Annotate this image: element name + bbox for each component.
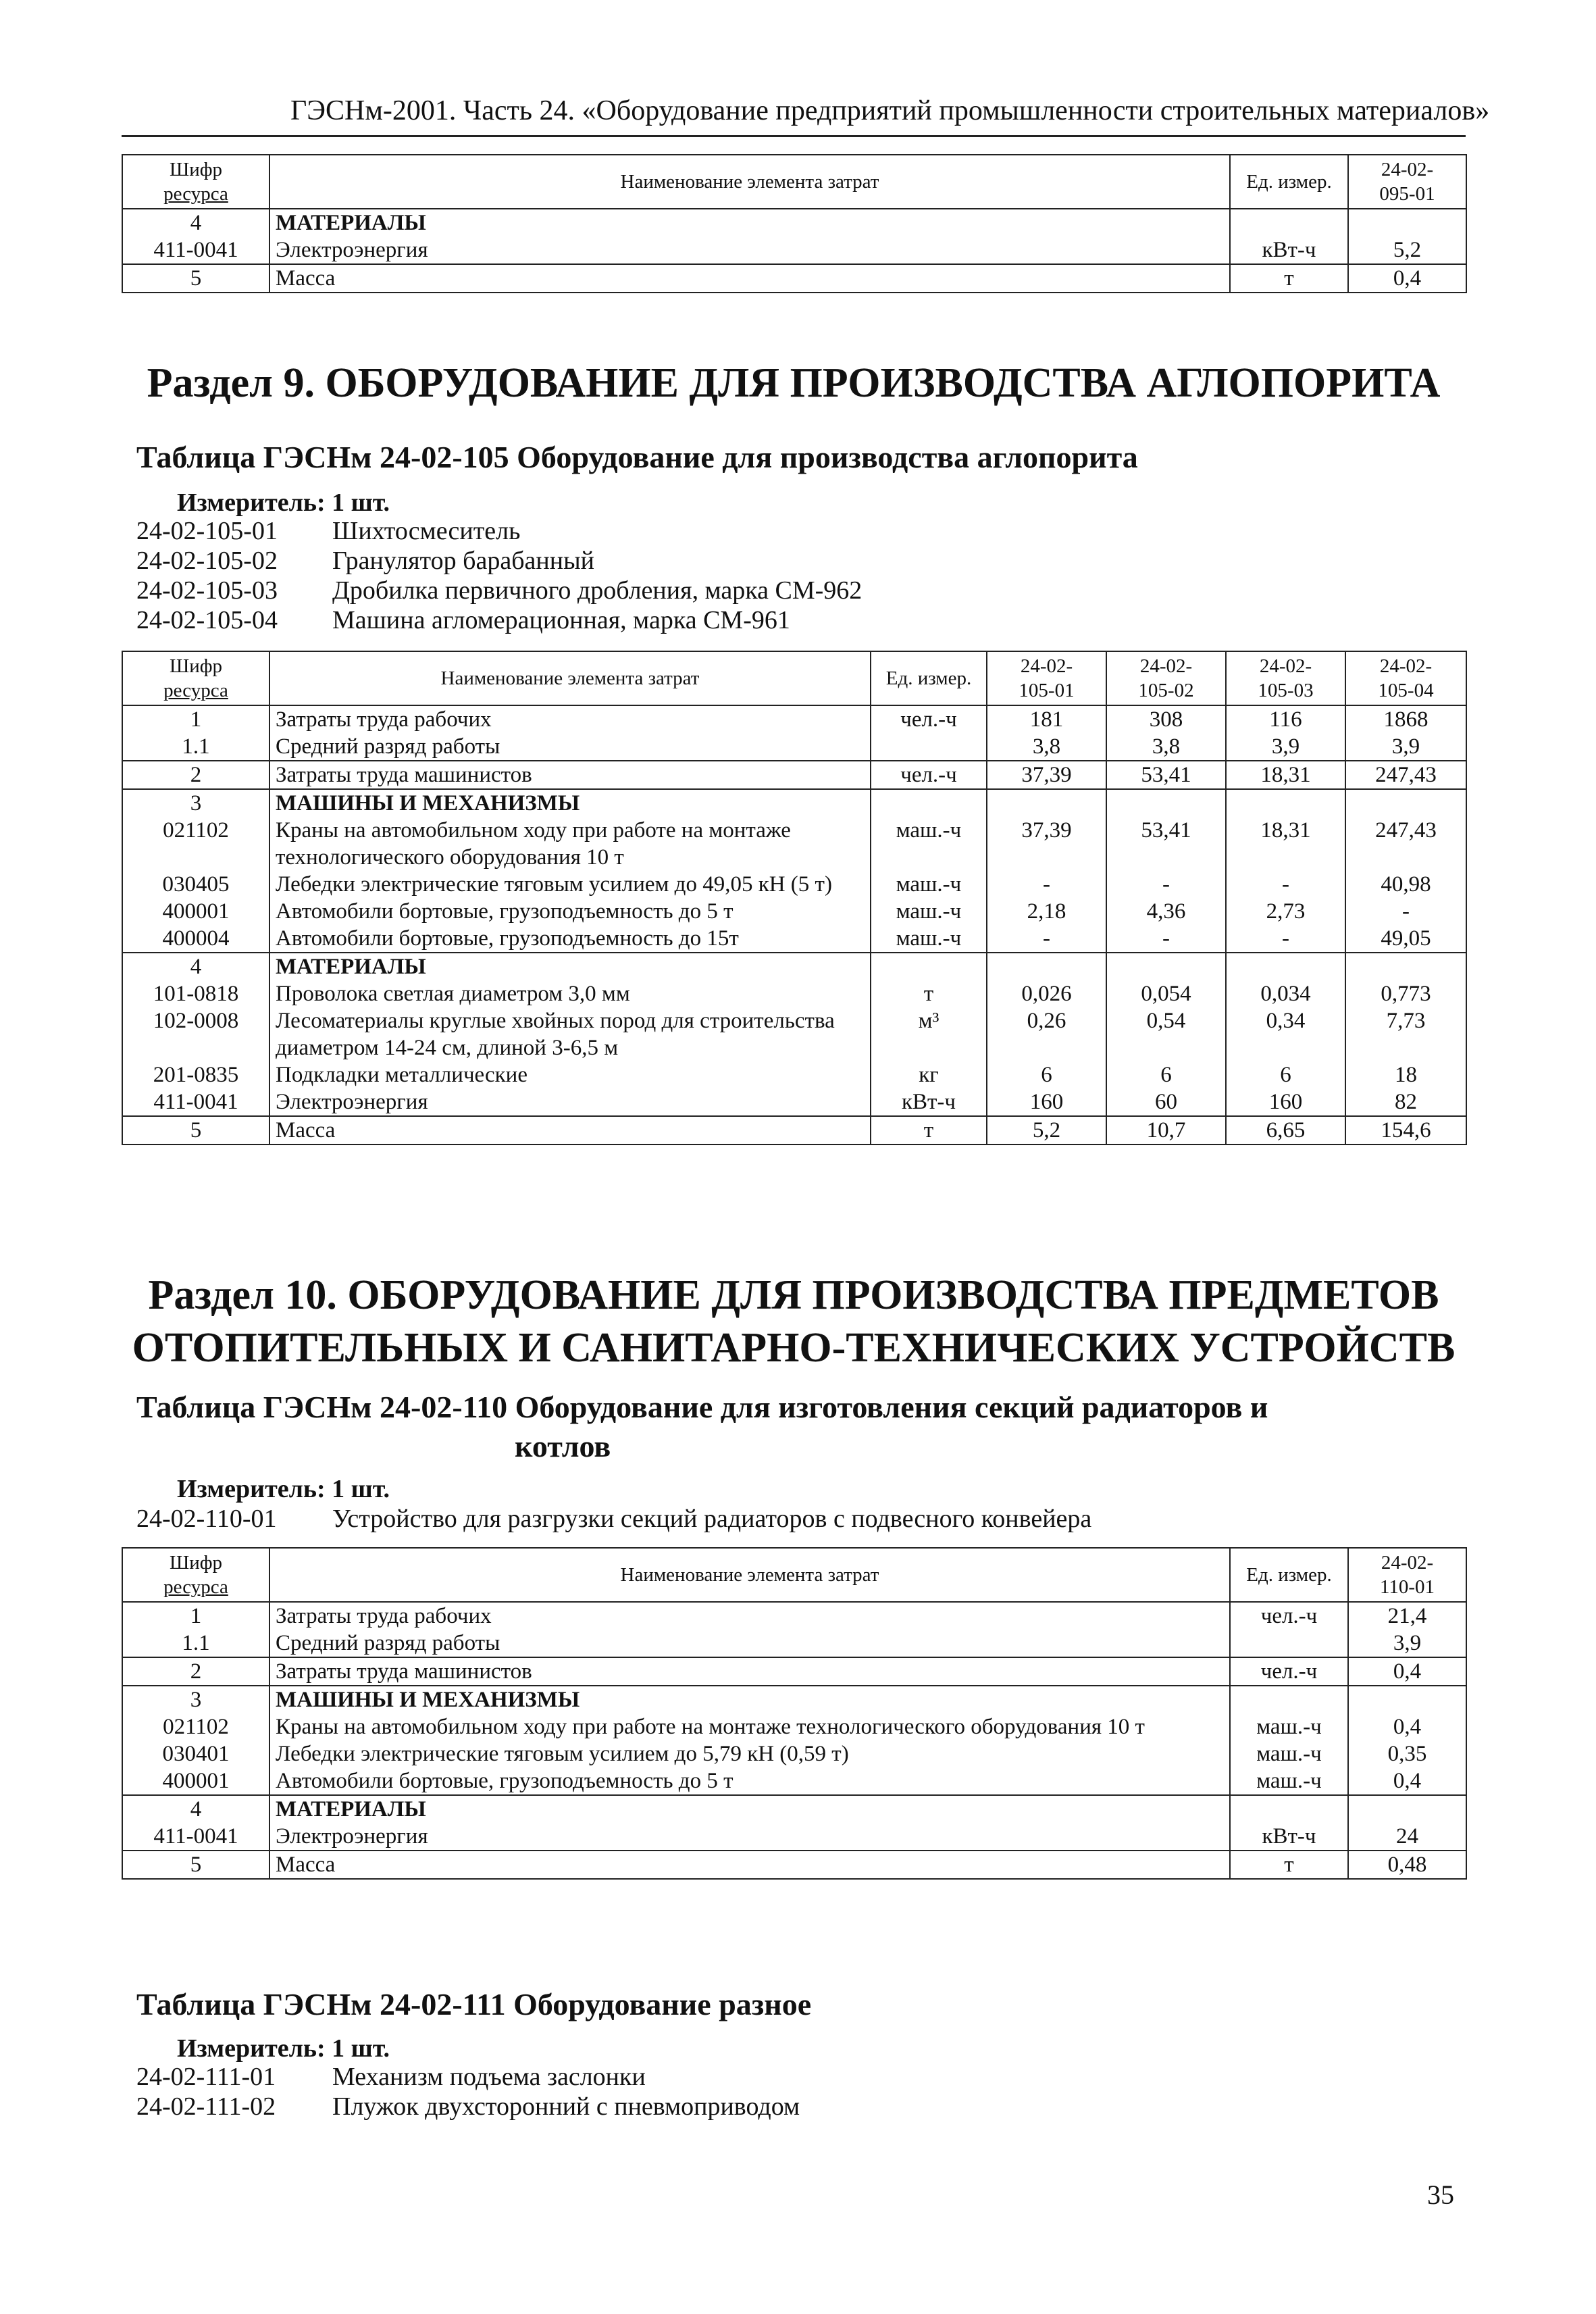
- value-cell: [1226, 789, 1345, 817]
- value-cell: [1348, 1795, 1466, 1823]
- item-text: Шихтосмеситель: [332, 517, 521, 545]
- running-header: ГЭСНм-2001. Часть 24. «Оборудование предприятий промышленности строительных материалов»: [290, 95, 1490, 126]
- resource-code: 102-0008: [122, 1007, 269, 1061]
- value-cell: 37,39: [987, 761, 1106, 789]
- unit: маш.-ч: [871, 871, 987, 898]
- value-cell: 0,4: [1348, 1767, 1466, 1795]
- header-unit: Ед. измер.: [871, 651, 987, 705]
- value-cell: -: [987, 925, 1106, 953]
- cost-element-name: Электроэнергия: [269, 1088, 871, 1116]
- value-cell: 60: [1106, 1088, 1226, 1116]
- page-number: 35: [1427, 2180, 1454, 2210]
- resource-code: 4: [122, 209, 269, 236]
- value-cell: 247,43: [1345, 817, 1466, 871]
- resource-code: 1: [122, 1602, 269, 1630]
- value-cell: 5,2: [1348, 236, 1466, 264]
- unit: [1230, 1686, 1348, 1713]
- table-105-meter: Измеритель: 1 шт.: [177, 488, 390, 517]
- value-cell: 53,41: [1106, 761, 1226, 789]
- table-110-meter: Измеритель: 1 шт.: [177, 1475, 390, 1503]
- unit: маш.-ч: [1230, 1713, 1348, 1740]
- unit: [871, 733, 987, 761]
- unit: [1230, 1795, 1348, 1823]
- resource-code: 2: [122, 761, 269, 789]
- value-cell: 0,34: [1226, 1007, 1345, 1061]
- value-cell: 6: [1226, 1061, 1345, 1088]
- value-cell: 18,31: [1226, 761, 1345, 789]
- cost-element-name: Масса: [269, 264, 1230, 293]
- resource-code: 2: [122, 1657, 269, 1686]
- value-cell: 0,034: [1226, 980, 1345, 1007]
- table-row: [122, 1823, 1466, 1851]
- cost-element-name: МАТЕРИАЛЫ: [269, 209, 1230, 236]
- value-cell: 1868: [1345, 705, 1466, 733]
- value-cell: 3,9: [1348, 1630, 1466, 1657]
- cost-element-name: Краны на автомобильном ходу при работе на монтаже технологического оборудования 10 т: [269, 817, 871, 871]
- resource-code: 101-0818: [122, 980, 269, 1007]
- unit: т: [1230, 264, 1348, 293]
- resource-code: 411-0041: [122, 1088, 269, 1116]
- header-shifr: Шифр ресурса: [122, 651, 269, 705]
- value-cell: [1345, 789, 1466, 817]
- value-cell: 308: [1106, 705, 1226, 733]
- list-item: [136, 1504, 1091, 1534]
- value-cell: 7,73: [1345, 1007, 1466, 1061]
- header-shifr: Шифр ресурса: [122, 155, 269, 209]
- header-name: Наименование элемента затрат: [269, 651, 871, 705]
- resource-code: 400001: [122, 898, 269, 925]
- table-row: [122, 1088, 1466, 1116]
- item-text: Дробилка первичного дробления, марка СМ-962: [332, 576, 863, 605]
- value-cell: -: [1345, 898, 1466, 925]
- resource-code: 400001: [122, 1767, 269, 1795]
- value-cell: 3,9: [1226, 733, 1345, 761]
- section-9-title: Раздел 9. ОБОРУДОВАНИЕ ДЛЯ ПРОИЗВОДСТВА АГЛОПОРИТА: [147, 360, 1441, 406]
- header-col: 24-02- 110-01: [1348, 1548, 1466, 1602]
- value-cell: 3,9: [1345, 733, 1466, 761]
- table-row: [122, 1602, 1466, 1630]
- cost-element-name: МАТЕРИАЛЫ: [269, 953, 871, 980]
- item-code: 24-02-105-04: [136, 606, 278, 634]
- value-cell: 21,4: [1348, 1602, 1466, 1630]
- unit: маш.-ч: [871, 817, 987, 871]
- table-row: [122, 264, 1466, 293]
- value-cell: [987, 789, 1106, 817]
- cost-element-name: Затраты труда машинистов: [269, 1657, 1230, 1686]
- cost-element-name: Краны на автомобильном ходу при работе на монтаже технологического оборудования 10 т: [269, 1713, 1230, 1740]
- list-item: [136, 576, 862, 605]
- list-item: [136, 546, 862, 576]
- cost-element-name: Подкладки металлические: [269, 1061, 871, 1088]
- resource-code: 4: [122, 1795, 269, 1823]
- value-cell: -: [987, 871, 1106, 898]
- resource-code: 411-0041: [122, 1823, 269, 1851]
- unit: [871, 953, 987, 980]
- header-unit: Ед. измер.: [1230, 1548, 1348, 1602]
- unit: чел.-ч: [871, 761, 987, 789]
- item-text: Устройство для разгрузки секций радиаторов с подвесного конвейера: [332, 1505, 1092, 1533]
- value-cell: 37,39: [987, 817, 1106, 871]
- unit: кВт-ч: [871, 1088, 987, 1116]
- value-cell: 0,026: [987, 980, 1106, 1007]
- resource-code: 1.1: [122, 1630, 269, 1657]
- table-row: [122, 980, 1466, 1007]
- table-row: [122, 871, 1466, 898]
- value-cell: 160: [987, 1088, 1106, 1116]
- unit: [1230, 209, 1348, 236]
- unit: [1230, 1630, 1348, 1657]
- unit: маш.-ч: [1230, 1767, 1348, 1795]
- table-111-title: Таблица ГЭСНм 24-02-111 Оборудование разное: [136, 1987, 812, 2021]
- cost-element-name: Лесоматериалы круглые хвойных пород для строительства диаметром 14-24 см, длиной 3-6,5 м: [269, 1007, 871, 1061]
- table-row: [122, 1116, 1466, 1145]
- item-text: Гранулятор барабанный: [332, 547, 594, 575]
- value-cell: [1106, 953, 1226, 980]
- table-row: [122, 733, 1466, 761]
- table-row: [122, 925, 1466, 953]
- value-cell: 0,4: [1348, 1713, 1466, 1740]
- cost-element-name: Лебедки электрические тяговым усилием до 5,79 кН (0,59 т): [269, 1740, 1230, 1767]
- resource-code: 030401: [122, 1740, 269, 1767]
- value-cell: 18,31: [1226, 817, 1345, 871]
- value-cell: 6: [1106, 1061, 1226, 1088]
- table-110-title-line2: котлов: [515, 1429, 611, 1463]
- table-111-meter: Измеритель: 1 шт.: [177, 2034, 390, 2063]
- item-code: 24-02-111-02: [136, 2092, 276, 2121]
- table-row: [122, 1061, 1466, 1088]
- item-code: 24-02-105-01: [136, 517, 278, 545]
- value-cell: 181: [987, 705, 1106, 733]
- value-cell: -: [1226, 871, 1345, 898]
- unit: маш.-ч: [871, 925, 987, 953]
- unit: т: [871, 1116, 987, 1145]
- value-cell: 0,26: [987, 1007, 1106, 1061]
- value-cell: [1226, 953, 1345, 980]
- table-row: [122, 817, 1466, 871]
- unit: т: [1230, 1851, 1348, 1879]
- resource-code: 5: [122, 264, 269, 293]
- header-col-4: 24-02- 105-04: [1345, 651, 1466, 705]
- value-cell: 40,98: [1345, 871, 1466, 898]
- value-cell: 247,43: [1345, 761, 1466, 789]
- table-110-items: [136, 1504, 1091, 1534]
- resource-code: 201-0835: [122, 1061, 269, 1088]
- table-row: [122, 209, 1466, 236]
- table-row: [122, 789, 1466, 817]
- section-10-title-line2: ОТОПИТЕЛЬНЫХ И САНИТАРНО-ТЕХНИЧЕСКИХ УСТРОЙСТВ: [132, 1325, 1456, 1371]
- value-cell: [987, 953, 1106, 980]
- table-row: [122, 1795, 1466, 1823]
- value-cell: 154,6: [1345, 1116, 1466, 1145]
- table-105-title: Таблица ГЭСНм 24-02-105 Оборудование для производства аглопорита: [136, 440, 1138, 474]
- unit: [871, 789, 987, 817]
- item-code: 24-02-110-01: [136, 1505, 277, 1533]
- value-cell: [1348, 209, 1466, 236]
- resource-code: 3: [122, 789, 269, 817]
- cost-element-name: Затраты труда рабочих: [269, 705, 871, 733]
- value-cell: 160: [1226, 1088, 1345, 1116]
- value-cell: 6,65: [1226, 1116, 1345, 1145]
- table-row: [122, 705, 1466, 733]
- value-cell: 116: [1226, 705, 1345, 733]
- table-24-02-095: [122, 154, 1467, 293]
- value-cell: -: [1106, 925, 1226, 953]
- header-unit: Ед. измер.: [1230, 155, 1348, 209]
- unit: кВт-ч: [1230, 1823, 1348, 1851]
- resource-code: 030405: [122, 871, 269, 898]
- cost-element-name: Автомобили бортовые, грузоподъемность до 5 т: [269, 1767, 1230, 1795]
- value-cell: 4,36: [1106, 898, 1226, 925]
- value-cell: -: [1106, 871, 1226, 898]
- value-cell: 24: [1348, 1823, 1466, 1851]
- table-row: [122, 761, 1466, 789]
- list-item: [136, 2062, 800, 2092]
- cost-element-name: Проволока светлая диаметром 3,0 мм: [269, 980, 871, 1007]
- cost-element-name: Затраты труда машинистов: [269, 761, 871, 789]
- table-24-02-105: [122, 651, 1467, 1145]
- item-text: Механизм подъема заслонки: [332, 2063, 646, 2091]
- item-text: Плужок двухсторонний с пневмоприводом: [332, 2092, 800, 2121]
- cost-element-name: Масса: [269, 1116, 871, 1145]
- table-row: [122, 1657, 1466, 1686]
- resource-code: 400004: [122, 925, 269, 953]
- list-item: [136, 2092, 800, 2121]
- unit: маш.-ч: [871, 898, 987, 925]
- value-cell: 0,48: [1348, 1851, 1466, 1879]
- table-row: [122, 1630, 1466, 1657]
- item-code: 24-02-105-02: [136, 547, 278, 575]
- table-row: [122, 1007, 1466, 1061]
- value-cell: [1348, 1686, 1466, 1713]
- unit: маш.-ч: [1230, 1740, 1348, 1767]
- value-cell: 82: [1345, 1088, 1466, 1116]
- section-10-title: [122, 1269, 1466, 1374]
- value-cell: 6: [987, 1061, 1106, 1088]
- header-col-3: 24-02- 105-03: [1226, 651, 1345, 705]
- list-item: [136, 605, 862, 635]
- item-code: 24-02-105-03: [136, 576, 278, 605]
- cost-element-name: МАШИНЫ И МЕХАНИЗМЫ: [269, 1686, 1230, 1713]
- value-cell: [1106, 789, 1226, 817]
- unit: кг: [871, 1061, 987, 1088]
- value-cell: 3,8: [987, 733, 1106, 761]
- value-cell: 3,8: [1106, 733, 1226, 761]
- header-col-2: 24-02- 105-02: [1106, 651, 1226, 705]
- cost-element-name: МАШИНЫ И МЕХАНИЗМЫ: [269, 789, 871, 817]
- section-10-title-line1: Раздел 10. ОБОРУДОВАНИЕ ДЛЯ ПРОИЗВОДСТВА ПРЕДМЕТОВ: [148, 1272, 1439, 1318]
- value-cell: 49,05: [1345, 925, 1466, 953]
- unit: чел.-ч: [1230, 1602, 1348, 1630]
- header-shifr: Шифр ресурса: [122, 1548, 269, 1602]
- resource-code: 411-0041: [122, 236, 269, 264]
- table-105-items: [136, 516, 862, 635]
- resource-code: 3: [122, 1686, 269, 1713]
- cost-element-name: Электроэнергия: [269, 1823, 1230, 1851]
- cost-element-name: Автомобили бортовые, грузоподъемность до 15т: [269, 925, 871, 953]
- value-cell: 0,4: [1348, 264, 1466, 293]
- table-row: [122, 236, 1466, 264]
- value-cell: 2,73: [1226, 898, 1345, 925]
- value-cell: 0,773: [1345, 980, 1466, 1007]
- value-cell: 0,54: [1106, 1007, 1226, 1061]
- table-row: [122, 1686, 1466, 1713]
- cost-element-name: Затраты труда рабочих: [269, 1602, 1230, 1630]
- value-cell: 10,7: [1106, 1116, 1226, 1145]
- unit: чел.-ч: [1230, 1657, 1348, 1686]
- cost-element-name: Средний разряд работы: [269, 1630, 1230, 1657]
- cost-element-name: Электроэнергия: [269, 236, 1230, 264]
- table-row: [122, 898, 1466, 925]
- value-cell: 0,054: [1106, 980, 1226, 1007]
- value-cell: 5,2: [987, 1116, 1106, 1145]
- table-row: [122, 1767, 1466, 1795]
- value-cell: 0,4: [1348, 1657, 1466, 1686]
- resource-code: 1.1: [122, 733, 269, 761]
- table-24-02-110: [122, 1547, 1467, 1880]
- unit: м³: [871, 1007, 987, 1061]
- unit: т: [871, 980, 987, 1007]
- cost-element-name: Автомобили бортовые, грузоподъемность до 5 т: [269, 898, 871, 925]
- resource-code: 5: [122, 1851, 269, 1879]
- table-row: [122, 1740, 1466, 1767]
- item-code: 24-02-111-01: [136, 2063, 276, 2091]
- resource-code: 4: [122, 953, 269, 980]
- resource-code: 021102: [122, 1713, 269, 1740]
- cost-element-name: Масса: [269, 1851, 1230, 1879]
- value-cell: 0,35: [1348, 1740, 1466, 1767]
- value-cell: -: [1226, 925, 1345, 953]
- unit: кВт-ч: [1230, 236, 1348, 264]
- header-rule: [122, 135, 1466, 137]
- header-col-1: 24-02- 105-01: [987, 651, 1106, 705]
- table-111-items: [136, 2062, 800, 2121]
- item-text: Машина агломерационная, марка СМ-961: [332, 606, 790, 634]
- header-col: 24-02- 095-01: [1348, 155, 1466, 209]
- table-row: [122, 953, 1466, 980]
- list-item: [136, 516, 862, 546]
- resource-code: 1: [122, 705, 269, 733]
- unit: чел.-ч: [871, 705, 987, 733]
- resource-code: 021102: [122, 817, 269, 871]
- header-name: Наименование элемента затрат: [269, 1548, 1230, 1602]
- value-cell: 18: [1345, 1061, 1466, 1088]
- table-110-title: [136, 1388, 1420, 1466]
- cost-element-name: Лебедки электрические тяговым усилием до 49,05 кН (5 т): [269, 871, 871, 898]
- table-row: [122, 1851, 1466, 1879]
- header-name: Наименование элемента затрат: [269, 155, 1230, 209]
- table-110-title-line1: Таблица ГЭСНм 24-02-110 Оборудование для изготовления секций радиаторов и: [136, 1390, 1268, 1424]
- value-cell: 53,41: [1106, 817, 1226, 871]
- value-cell: [1345, 953, 1466, 980]
- cost-element-name: Средний разряд работы: [269, 733, 871, 761]
- value-cell: 2,18: [987, 898, 1106, 925]
- table-row: [122, 1713, 1466, 1740]
- cost-element-name: МАТЕРИАЛЫ: [269, 1795, 1230, 1823]
- resource-code: 5: [122, 1116, 269, 1145]
